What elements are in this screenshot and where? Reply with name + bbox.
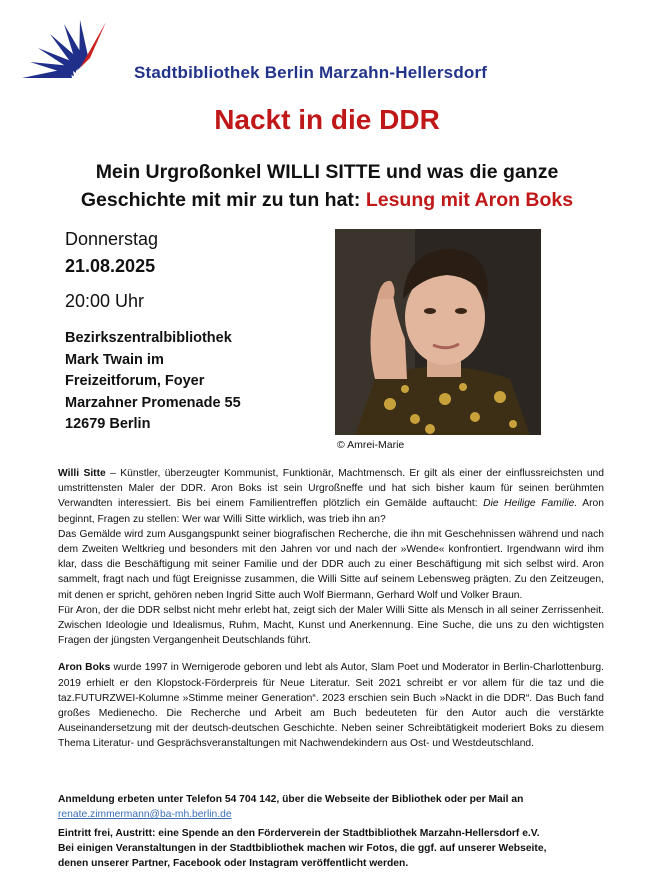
paragraph-author-bio xyxy=(58,660,604,751)
name-aron-boks: Aron Boks xyxy=(58,662,111,674)
event-date: 21.08.2025 xyxy=(65,256,156,276)
author-portrait-photo xyxy=(335,229,541,435)
venue-line: Freizeitforum, Foyer xyxy=(65,373,205,389)
paragraph-intro-tail: Aron beginnt, Fragen zu stellen: Wer war Willi Sitte wirklich, was trieb ihn an? xyxy=(58,498,604,525)
subtitle-line-2 xyxy=(30,186,624,214)
paragraph-research: Das Gemälde wird zum Ausgangspunkt seiner biografischen Recherche, die ihn mit Geschehnissen während und nach dem Zweiten Weltkrieg und besonders mit den Jahren vor und nach der »Wende« konfrontiert. Irgendwann wird ihm klar, dass die Beschäftigung mit seiner Familie und der DDR auch zu einer Beschäftigung mit sich selbst wird. Aron sammelt, fragt nach und fügt Ereignisse zusammen, die Willi Sitte auf seinem Lebensweg prägten. Zu den Zeitzeugen, mit denen er spricht, gehören neben Ingrid Sitte auch Wolf Biermann, Gerhard Wolf und Volker Braun. xyxy=(58,528,604,601)
venue-line: Mark Twain im xyxy=(65,351,164,368)
photo-credit: © Amrei-Marie xyxy=(337,439,405,451)
paragraph-conclusion: Für Aron, der die DDR selbst nicht mehr erlebt hat, zeigt sich der Maler Willi Sitte als Mensch in all seiner Zerrissenheit. Zwischen Ideologie und Idealismus, Ruhm, Macht, Kunst und Anerkennung. Eine Suche, die uns zu den wichtigsten Fragen der jüngsten Vergangenheit Deutschlands führt. xyxy=(58,604,604,647)
registration-email-link[interactable]: renate.zimmermann@ba-mh.berlin.de xyxy=(58,809,232,820)
event-title: Nackt in die DDR xyxy=(214,104,440,135)
author-bio-text: wurde 1997 in Wernigerode geboren und lebt als Autor, Slam Poet und Moderator in Berlin-Charlottenburg. 2019 erhielt er den Klopstock-Förderpreis für Neue Literatur. Seit 2021 schreibt er vor allem für die taz und die taz.FUTURZWEI-Kolumne »Stimme meiner Generation“. 2023 erschien sein Buch »Nackt in die DDR“. Das Buch fand großes Medienecho. Die Recherche und Arbeit am Buch bedeuteten für den Autor auch die verstärkte Auseinandersetzung mit der deutsch-deutschen Geschichte. Neben seiner Schreibtätigkeit moderiert Boks zu diesem Thema Literatur- und Gesprächsveranstaltungen mit Nachwendekindern aus Ost- und Westdeutschland. xyxy=(58,662,604,750)
footer-line: denen unserer Partner, Facebook oder Instagram veröffentlicht werden. xyxy=(58,858,409,869)
library-logo xyxy=(22,18,114,84)
subtitle-line-2-a: Geschichte mit mir zu tun hat: xyxy=(80,189,366,211)
subtitle-line-1: Mein Urgroßonkel WILLI SITTE und was die ganze xyxy=(95,161,559,183)
venue-line: 12679 Berlin xyxy=(65,416,151,432)
event-description xyxy=(58,466,604,752)
footer-line: Eintritt frei, Austritt: eine Spende an den Förderverein der Stadtbibliothek Marzahn-Hellersdorf e.V. xyxy=(58,828,540,839)
event-subtitle xyxy=(30,158,624,214)
paragraph-intro xyxy=(58,466,604,527)
venue-line: Marzahner Promenade 55 xyxy=(65,394,241,411)
footer-notes xyxy=(58,826,618,871)
event-day: Donnerstag xyxy=(65,229,159,249)
subtitle-reading-label: Lesung mit Aron Boks xyxy=(365,189,574,211)
footer-line: Bei einigen Veranstaltungen in der Stadtbibliothek machen wir Fotos, die ggf. auf unserer Webseite, xyxy=(58,843,547,854)
registration-info xyxy=(58,792,618,822)
event-time: 20:00 Uhr xyxy=(65,291,145,311)
venue-line: Bezirkszentralbibliothek xyxy=(65,330,232,346)
registration-text: Anmeldung erbeten unter Telefon 54 704 142, über die Webseite der Bibliothek oder per Mail an xyxy=(58,794,524,805)
library-name: Stadtbibliothek Berlin Marzahn-Hellersdorf xyxy=(134,63,488,82)
event-venue xyxy=(65,328,241,436)
paragraph-intro-text: – Künstler, überzeugter Kommunist, Funktionär, Machtmensch. Er gilt als einer der einflussreichsten und umstrittensten Maler der DDR. Aron Boks ist sein Urgroßneffe und hat sich bisher kaum für seinen berühmten Verwandten interessiert. Bis bei einem Familientreffen plötzlich ein Gemälde auftaucht: xyxy=(58,468,604,510)
name-willi-sitte: Willi Sitte xyxy=(58,468,106,479)
painting-title: Die Heilige Familie. xyxy=(483,498,578,510)
logo-fan xyxy=(22,20,106,78)
